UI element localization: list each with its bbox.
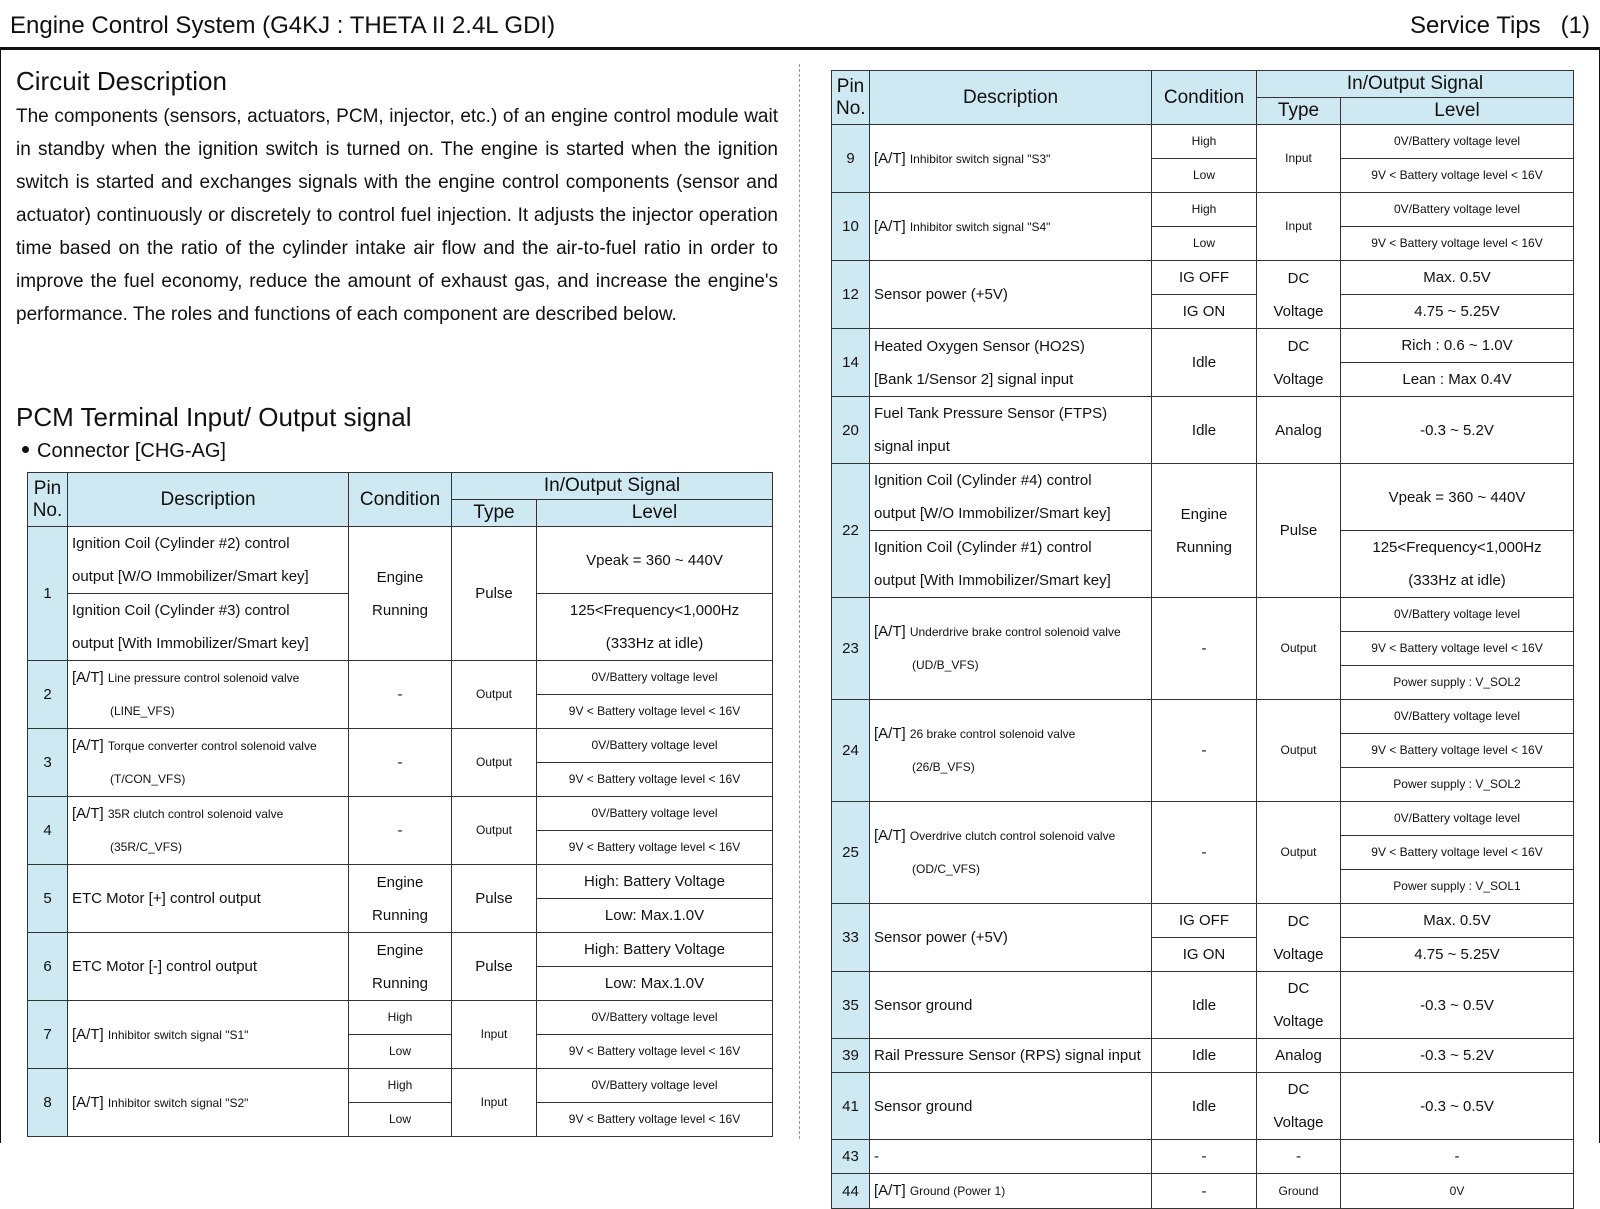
desc-line: (UD/B_VFS) bbox=[912, 658, 979, 672]
pin-level bbox=[537, 594, 773, 661]
pin-description bbox=[870, 598, 1152, 700]
at-tag: [A/T] bbox=[874, 827, 906, 844]
circuit-description-text: The components (sensors, actuators, PCM, injector, etc.) of an engine control module wait in standby when the ignition switch is turned on. The engine is started when the ignition switch is started and exchanges signals with the engine control components (sensor and actuator) continuously or discretely to control fuel injection. It adjusts the injector operation time based on the ratio of the cylinder intake air flow and the air-to-fuel ratio in order to improve the fuel economy, reduce the amount of exhaust gas, and increase the engine's performance. The roles and functions of each component are described below. bbox=[16, 106, 778, 325]
pin-number: 4 bbox=[28, 797, 68, 865]
pin-level: 9V < Battery voltage level < 16V bbox=[537, 831, 773, 865]
cond-line: Running bbox=[372, 601, 428, 619]
pin-condition: - bbox=[1152, 700, 1257, 802]
table-row bbox=[832, 261, 1574, 295]
pin-condition: High bbox=[349, 1069, 452, 1103]
pin-type: Input bbox=[452, 1001, 537, 1069]
table-row bbox=[28, 661, 773, 695]
header-condition: Condition bbox=[349, 473, 452, 527]
pin-level: Low: Max.1.0V bbox=[537, 967, 773, 1001]
pin-condition: IG OFF bbox=[1152, 261, 1257, 295]
pin-number: 35 bbox=[832, 972, 870, 1039]
desc-line: 26 brake control solenoid valve bbox=[909, 727, 1076, 741]
pin-type: DC Voltage bbox=[1257, 261, 1341, 329]
pin-level: 0V/Battery voltage level bbox=[537, 1069, 773, 1103]
pin-condition bbox=[349, 865, 452, 933]
pin-number: 10 bbox=[832, 193, 870, 261]
pin-description bbox=[68, 594, 349, 661]
pin-level: 9V < Battery voltage level < 16V bbox=[1341, 632, 1574, 666]
table-row bbox=[28, 865, 773, 899]
pin-description: Sensor power (+5V) bbox=[870, 904, 1152, 972]
table-row bbox=[832, 700, 1574, 734]
desc-line: Inhibitor switch signal "S1" bbox=[107, 1027, 249, 1042]
desc-line: Torque converter control solenoid valve bbox=[107, 739, 317, 753]
header-pin-no: Pin No. bbox=[832, 71, 870, 125]
at-tag: [A/T] bbox=[72, 1093, 104, 1111]
table-row bbox=[28, 527, 773, 561]
pin-type: Input bbox=[1257, 125, 1341, 193]
header-level: Level bbox=[537, 500, 773, 527]
pin-type: Pulse bbox=[452, 527, 537, 661]
header-condition: Condition bbox=[1152, 71, 1257, 125]
desc-line: output [W/O Immobilizer/Smart key] bbox=[72, 568, 309, 585]
pin-level: 9V < Battery voltage level < 16V bbox=[537, 1035, 773, 1069]
desc-line: (26/B_VFS) bbox=[912, 760, 975, 774]
desc-line: [Bank 1/Sensor 2] signal input bbox=[874, 370, 1074, 388]
pin-description bbox=[870, 531, 1152, 598]
pin-number: 3 bbox=[28, 729, 68, 797]
pin-level: 9V < Battery voltage level < 16V bbox=[1341, 734, 1574, 768]
desc-line: Ignition Coil (Cylinder #1) control bbox=[874, 539, 1092, 556]
pin-condition: Idle bbox=[1152, 329, 1257, 397]
pin-condition: Low bbox=[349, 1103, 452, 1137]
pin-condition: Idle bbox=[1152, 972, 1257, 1039]
pin-description: Rail Pressure Sensor (RPS) signal input bbox=[870, 1039, 1152, 1073]
pin-level: Max. 0.5V bbox=[1341, 904, 1574, 938]
pin-condition: Idle bbox=[1152, 1039, 1257, 1073]
table-row bbox=[832, 904, 1574, 938]
pin-level: 9V < Battery voltage level < 16V bbox=[1341, 836, 1574, 870]
pin-condition bbox=[349, 527, 452, 661]
page-header bbox=[0, 0, 1600, 50]
frame-line bbox=[0, 50, 1, 1143]
header-level: Level bbox=[1341, 98, 1574, 125]
column-divider bbox=[799, 64, 800, 1139]
pin-number: 14 bbox=[832, 329, 870, 397]
at-tag: [A/T] bbox=[874, 217, 906, 235]
table-row bbox=[28, 797, 773, 831]
cond-line: Running bbox=[372, 906, 428, 924]
desc-line: output [With Immobilizer/Smart key] bbox=[874, 572, 1111, 589]
at-tag: [A/T] bbox=[874, 1182, 906, 1199]
table-row bbox=[28, 729, 773, 763]
pin-number: 25 bbox=[832, 802, 870, 904]
pin-number: 41 bbox=[832, 1073, 870, 1140]
table-row bbox=[832, 193, 1574, 227]
at-tag: [A/T] bbox=[874, 725, 906, 742]
desc-line: output [W/O Immobilizer/Smart key] bbox=[874, 505, 1111, 522]
desc-line: Fuel Tank Pressure Sensor (FTPS) bbox=[874, 405, 1108, 422]
header-io-signal: In/Output Signal bbox=[1257, 71, 1574, 98]
pin-description bbox=[68, 1069, 349, 1137]
pin-condition: IG ON bbox=[1152, 295, 1257, 329]
pin-type: Output bbox=[452, 797, 537, 865]
pin-level: 0V/Battery voltage level bbox=[537, 1001, 773, 1035]
section-label: Service Tips (1) bbox=[1409, 12, 1590, 39]
table-row bbox=[832, 1039, 1574, 1073]
pin-condition: - bbox=[1152, 802, 1257, 904]
pin-description bbox=[870, 802, 1152, 904]
pin-condition: IG ON bbox=[1152, 938, 1257, 972]
table-row bbox=[832, 598, 1574, 632]
table-row bbox=[832, 464, 1574, 498]
pin-level: 0V/Battery voltage level bbox=[1341, 125, 1574, 159]
pin-description bbox=[68, 729, 349, 797]
pin-level: 9V < Battery voltage level < 16V bbox=[537, 763, 773, 797]
pin-type: Output bbox=[452, 661, 537, 729]
pin-condition: High bbox=[1152, 193, 1257, 227]
pin-type: DC Voltage bbox=[1257, 904, 1341, 972]
pin-level: -0.3 ~ 0.5V bbox=[1341, 972, 1574, 1039]
pin-condition bbox=[1152, 464, 1257, 598]
pin-type: Input bbox=[452, 1069, 537, 1137]
table-row bbox=[832, 802, 1574, 836]
header-description: Description bbox=[870, 71, 1152, 125]
table-row bbox=[28, 1069, 773, 1103]
pin-level: Rich : 0.6 ~ 1.0V bbox=[1341, 329, 1574, 363]
pin-number: 5 bbox=[28, 865, 68, 933]
connector-text: Connector [CHG-AG] bbox=[37, 440, 226, 462]
pin-description: Sensor power (+5V) bbox=[870, 261, 1152, 329]
at-tag: [A/T] bbox=[72, 1025, 104, 1043]
pin-level: High: Battery Voltage bbox=[537, 933, 773, 967]
pin-number: 23 bbox=[832, 598, 870, 700]
connector-label bbox=[22, 440, 226, 463]
pin-level: High: Battery Voltage bbox=[537, 865, 773, 899]
desc-line: (T/CON_VFS) bbox=[110, 772, 186, 786]
bullet-icon bbox=[22, 446, 29, 453]
pin-table-right bbox=[831, 70, 1574, 1209]
level-line: 125<Frequency<1,000Hz bbox=[1372, 539, 1542, 556]
at-tag: [A/T] bbox=[874, 149, 906, 167]
desc-line: Underdrive brake control solenoid valve bbox=[909, 625, 1121, 639]
pin-condition: - bbox=[349, 797, 452, 865]
pin-description bbox=[870, 464, 1152, 531]
pin-type: Pulse bbox=[1257, 464, 1341, 598]
table-row bbox=[832, 1140, 1574, 1174]
desc-line: Inhibitor switch signal "S3" bbox=[909, 151, 1051, 166]
pin-level: 9V < Battery voltage level < 16V bbox=[537, 1103, 773, 1137]
pin-level: Power supply : V_SOL2 bbox=[1341, 768, 1574, 802]
header-pin-no: Pin No. bbox=[28, 473, 68, 527]
pin-type: DC Voltage bbox=[1257, 972, 1341, 1039]
desc-line: (LINE_VFS) bbox=[110, 704, 175, 718]
pin-condition: Idle bbox=[1152, 397, 1257, 464]
level-line: (333Hz at idle) bbox=[1408, 572, 1506, 589]
pin-number: 7 bbox=[28, 1001, 68, 1069]
pin-type: Pulse bbox=[452, 865, 537, 933]
pin-number: 1 bbox=[28, 527, 68, 661]
pin-condition: Low bbox=[349, 1035, 452, 1069]
desc-line: Heated Oxygen Sensor (HO2S) bbox=[874, 337, 1085, 355]
pin-condition: - bbox=[1152, 1174, 1257, 1209]
circuit-description-title: Circuit Description bbox=[16, 66, 227, 96]
table-row bbox=[832, 972, 1574, 1039]
pin-number: 20 bbox=[832, 397, 870, 464]
pin-condition: - bbox=[1152, 1140, 1257, 1174]
pin-level: 9V < Battery voltage level < 16V bbox=[537, 695, 773, 729]
level-line: 125<Frequency<1,000Hz bbox=[569, 602, 740, 619]
pin-level: Power supply : V_SOL1 bbox=[1341, 870, 1574, 904]
level-line: (333Hz at idle) bbox=[605, 635, 704, 652]
cond-line: Engine bbox=[376, 568, 424, 586]
desc-line: Inhibitor switch signal "S4" bbox=[909, 219, 1051, 234]
table-row bbox=[832, 329, 1574, 363]
pin-description bbox=[68, 527, 349, 594]
pin-type: Analog bbox=[1257, 1039, 1341, 1073]
desc-line: Ignition Coil (Cylinder #2) control bbox=[72, 535, 290, 552]
pin-level: 0V bbox=[1341, 1174, 1574, 1209]
header-io-signal: In/Output Signal bbox=[452, 473, 773, 500]
pin-description: Sensor ground bbox=[870, 1073, 1152, 1140]
cond-line: Engine bbox=[1180, 505, 1228, 523]
desc-line: Ignition Coil (Cylinder #4) control bbox=[874, 472, 1092, 489]
pin-level: 0V/Battery voltage level bbox=[1341, 700, 1574, 734]
desc-line: Overdrive clutch control solenoid valve bbox=[909, 829, 1116, 843]
pin-condition: - bbox=[349, 729, 452, 797]
pin-number: 9 bbox=[832, 125, 870, 193]
document-title: Engine Control System (G4KJ : THETA II 2.4L GDI) bbox=[10, 12, 556, 39]
pin-level: -0.3 ~ 5.2V bbox=[1341, 397, 1574, 464]
pin-number: 24 bbox=[832, 700, 870, 802]
cond-line: Running bbox=[372, 974, 428, 992]
table-row bbox=[28, 933, 773, 967]
pin-type: - bbox=[1257, 1140, 1341, 1174]
desc-line: Ignition Coil (Cylinder #3) control bbox=[72, 602, 290, 619]
desc-line: 35R clutch control solenoid valve bbox=[107, 807, 284, 821]
pin-level: 9V < Battery voltage level < 16V bbox=[1341, 227, 1574, 261]
desc-line: (OD/C_VFS) bbox=[912, 862, 981, 876]
pin-condition bbox=[349, 933, 452, 1001]
pin-level: 4.75 ~ 5.25V bbox=[1341, 938, 1574, 972]
pin-number: 8 bbox=[28, 1069, 68, 1137]
table-row bbox=[832, 1174, 1574, 1209]
pin-level: 0V/Battery voltage level bbox=[537, 797, 773, 831]
pin-level: Lean : Max 0.4V bbox=[1341, 363, 1574, 397]
pin-description: ETC Motor [+] control output bbox=[68, 865, 349, 933]
desc-line: Ground (Power 1) bbox=[909, 1184, 1006, 1198]
pin-type: Output bbox=[452, 729, 537, 797]
pin-condition: High bbox=[349, 1001, 452, 1035]
at-tag: [A/T] bbox=[72, 737, 104, 754]
header-type: Type bbox=[452, 500, 537, 527]
pin-type: Output bbox=[1257, 802, 1341, 904]
pin-level: 0V/Battery voltage level bbox=[1341, 802, 1574, 836]
pin-number: 33 bbox=[832, 904, 870, 972]
pin-number: 2 bbox=[28, 661, 68, 729]
pin-condition: Low bbox=[1152, 159, 1257, 193]
pin-level: Vpeak = 360 ~ 440V bbox=[1341, 464, 1574, 531]
pin-description bbox=[870, 700, 1152, 802]
cond-line: Running bbox=[1176, 538, 1232, 556]
pin-description bbox=[68, 661, 349, 729]
table-row bbox=[28, 1001, 773, 1035]
pin-description: Sensor ground bbox=[870, 972, 1152, 1039]
pin-number: 44 bbox=[832, 1174, 870, 1209]
pin-condition: Idle bbox=[1152, 1073, 1257, 1140]
pin-level: - bbox=[1341, 1140, 1574, 1174]
pin-type: Ground bbox=[1257, 1174, 1341, 1209]
pin-level: 9V < Battery voltage level < 16V bbox=[1341, 159, 1574, 193]
pin-condition: IG OFF bbox=[1152, 904, 1257, 938]
table-row bbox=[832, 1073, 1574, 1140]
table-row bbox=[832, 125, 1574, 159]
at-tag: [A/T] bbox=[72, 669, 104, 686]
pin-level: Low: Max.1.0V bbox=[537, 899, 773, 933]
header-description: Description bbox=[68, 473, 349, 527]
pin-number: 39 bbox=[832, 1039, 870, 1073]
pin-description: - bbox=[870, 1140, 1152, 1174]
pin-condition: High bbox=[1152, 125, 1257, 159]
pin-table-left bbox=[27, 472, 773, 1137]
pin-condition: - bbox=[349, 661, 452, 729]
pin-type: Analog bbox=[1257, 397, 1341, 464]
desc-line: (35R/C_VFS) bbox=[110, 840, 183, 854]
pin-description bbox=[870, 193, 1152, 261]
pin-level: 0V/Battery voltage level bbox=[537, 729, 773, 763]
desc-line: Line pressure control solenoid valve bbox=[107, 671, 300, 685]
desc-line: Inhibitor switch signal "S2" bbox=[107, 1095, 249, 1110]
pin-description bbox=[870, 329, 1152, 397]
pin-description bbox=[870, 397, 1152, 464]
pin-condition: - bbox=[1152, 598, 1257, 700]
pin-number: 22 bbox=[832, 464, 870, 598]
pin-number: 12 bbox=[832, 261, 870, 329]
pin-description: ETC Motor [-] control output bbox=[68, 933, 349, 1001]
cond-line: Engine bbox=[376, 941, 424, 959]
pin-number: 43 bbox=[832, 1140, 870, 1174]
pin-type: Pulse bbox=[452, 933, 537, 1001]
pin-type: DC Voltage bbox=[1257, 1073, 1341, 1140]
pin-description bbox=[68, 1001, 349, 1069]
pin-level: -0.3 ~ 5.2V bbox=[1341, 1039, 1574, 1073]
at-tag: [A/T] bbox=[874, 623, 906, 640]
pin-level: 0V/Battery voltage level bbox=[1341, 193, 1574, 227]
pin-level: 0V/Battery voltage level bbox=[1341, 598, 1574, 632]
pin-number: 6 bbox=[28, 933, 68, 1001]
pin-level: 0V/Battery voltage level bbox=[537, 661, 773, 695]
pin-description bbox=[870, 125, 1152, 193]
header-type: Type bbox=[1257, 98, 1341, 125]
pin-level bbox=[1341, 531, 1574, 598]
at-tag: [A/T] bbox=[72, 805, 104, 822]
pin-level: 4.75 ~ 5.25V bbox=[1341, 295, 1574, 329]
pin-type: Output bbox=[1257, 700, 1341, 802]
pcm-section-title: PCM Terminal Input/ Output signal bbox=[16, 402, 412, 432]
pin-description bbox=[68, 797, 349, 865]
table-row bbox=[832, 397, 1574, 431]
pin-type: DC Voltage bbox=[1257, 329, 1341, 397]
pin-description bbox=[870, 1174, 1152, 1209]
pin-type: Output bbox=[1257, 598, 1341, 700]
pin-level: Power supply : V_SOL2 bbox=[1341, 666, 1574, 700]
desc-line: output [With Immobilizer/Smart key] bbox=[72, 635, 309, 652]
pin-level: Max. 0.5V bbox=[1341, 261, 1574, 295]
pin-condition: Low bbox=[1152, 227, 1257, 261]
pin-level: Vpeak = 360 ~ 440V bbox=[537, 527, 773, 594]
cond-line: Engine bbox=[376, 873, 424, 891]
pin-level: -0.3 ~ 0.5V bbox=[1341, 1073, 1574, 1140]
pin-type: Input bbox=[1257, 193, 1341, 261]
desc-line: signal input bbox=[874, 438, 950, 455]
